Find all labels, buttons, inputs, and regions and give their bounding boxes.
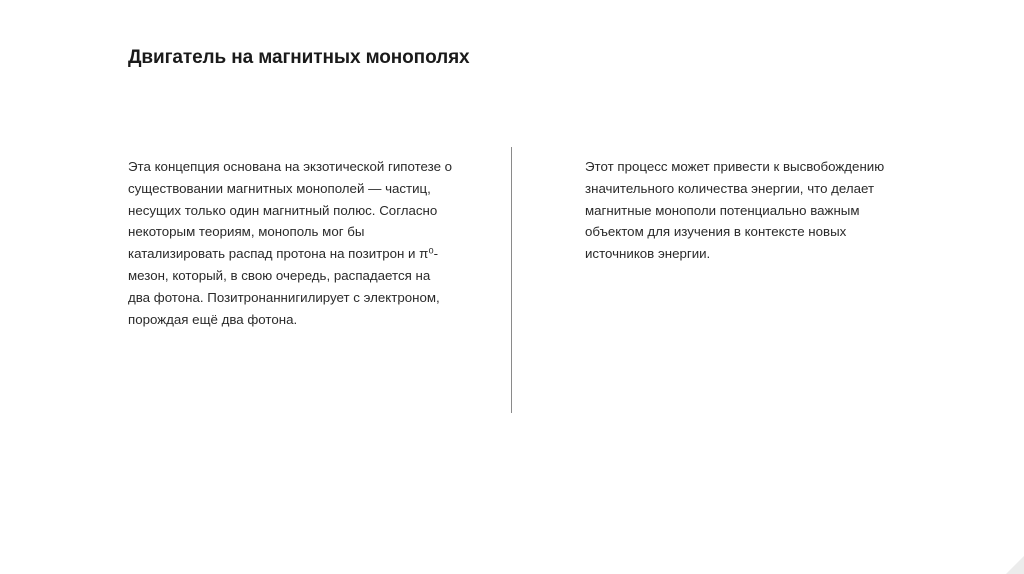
left-text-line: существовании магнитных монополей — частиц, [128,180,431,196]
column-divider [511,147,512,413]
right-text-line: Этот процесс может привести к высвобождению [585,159,885,174]
left-text-line: два фотона. Позитронаннигилирует с электроном, [128,289,440,305]
left-text-column [128,156,473,330]
left-text-line: порождая ещё два фотона. [128,311,298,327]
right-text-line: объектом для изучения в контексте новых [585,224,847,240]
left-text-line: некоторым теориям, монополь мог бы [128,224,365,240]
right-text-line: источников энергии. [585,246,711,262]
slide-title: Двигатель на магнитных монополях [128,47,470,68]
left-text-line: Эта концепция основана на экзотической гипотезе о [128,159,453,174]
left-text-line: мезон, который, в свою очередь, распадается на [128,267,431,283]
page-corner-decoration [1006,556,1024,574]
right-text-line: значительного количества энергии, что делает [585,180,875,196]
right-text-column [585,156,885,265]
right-text-line: магнитные монополи потенциально важным [585,202,860,218]
left-text-line: несущих только один магнитный полюс. Согласно [128,202,438,218]
left-text-line: катализировать распад протона на позитрон и π⁰- [128,246,439,262]
